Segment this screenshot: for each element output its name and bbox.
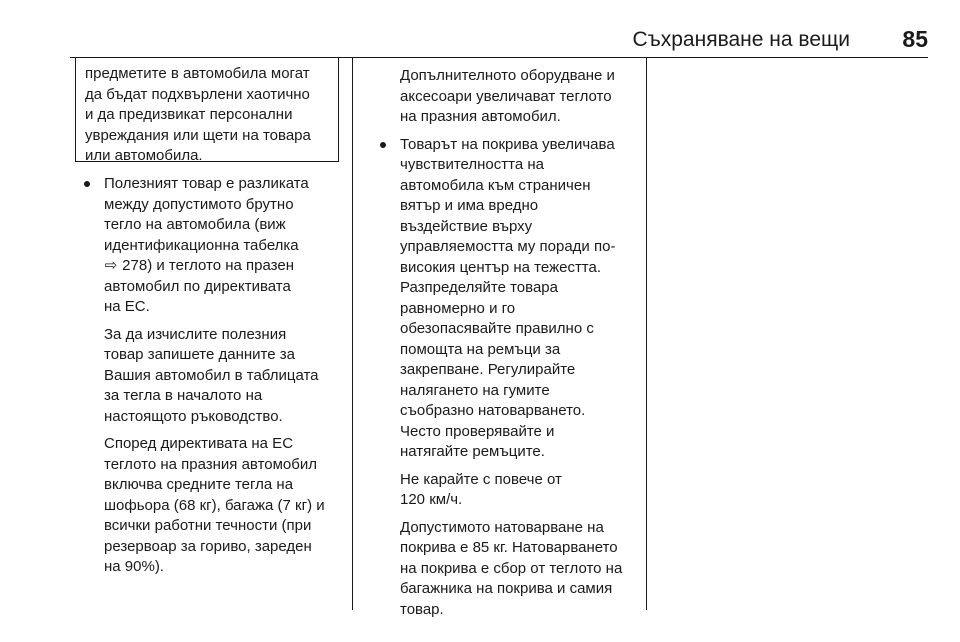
warning-line: или автомобила. <box>85 147 203 164</box>
text-line: тегло на автомобила (виж <box>104 216 286 233</box>
text-line: управляемостта му поради по- <box>400 238 616 255</box>
text-line: на ЕС. <box>104 298 150 315</box>
warning-line: предметите в автомобила могат <box>85 65 310 82</box>
text-line: настоящото ръководство. <box>104 407 283 425</box>
text-line: обезопасявайте правилно с <box>400 320 594 337</box>
page-number: 85 <box>902 26 928 52</box>
text-column-left <box>80 174 345 578</box>
text-line: налягането на гумите <box>400 381 550 399</box>
text-line <box>104 256 345 277</box>
text-line: резервоар за гориво, зареден <box>104 537 312 555</box>
text-line: Допустимото натоварване на <box>400 518 604 536</box>
paragraph-directive <box>80 434 345 578</box>
text-line: товар запишете данните за <box>104 346 295 363</box>
text-line: теглото на празния автомобил <box>104 455 317 473</box>
page-header-title: Съхраняване на вещи <box>632 28 850 51</box>
bullet-payload <box>80 174 345 318</box>
column-divider-right <box>646 58 647 610</box>
text-line: високия център на тежестта. <box>400 258 602 276</box>
warning-box <box>75 58 339 162</box>
text-line: чувствителността на <box>400 156 544 173</box>
paragraph-roof-limit <box>376 518 638 621</box>
text-line: вятър и има вредно <box>400 197 539 214</box>
text-line: помощта на ремъци за <box>400 340 561 358</box>
text-line: Често проверявайте и <box>400 422 555 440</box>
text-line: багажника на покрива и самия <box>400 580 613 597</box>
bullet-roof-load <box>376 135 638 463</box>
bullet-dot-icon <box>84 181 90 187</box>
paragraph-calc <box>80 325 345 428</box>
text-line: на покрива е сбор от теглото на <box>400 559 623 577</box>
text-line: натягайте ремъците. <box>400 443 545 460</box>
text-line: Разпределяйте товара <box>400 279 558 296</box>
text-line: автомобил по директивата <box>104 277 291 295</box>
text-line: на 90%). <box>104 558 164 575</box>
warning-line: увреждания или щети на товара <box>85 126 311 144</box>
text-line: на празния автомобил. <box>400 108 561 125</box>
text-line: товар. <box>400 600 444 618</box>
text-line: За да изчислите полезния <box>104 325 287 343</box>
paragraph-accessories <box>376 66 638 128</box>
text-line: закрепване. Регулирайте <box>400 361 576 378</box>
text-line: Не карайте с повече от <box>400 470 562 488</box>
text-line: Товарът на покрива увеличава <box>400 135 615 153</box>
text-column-middle <box>376 66 638 620</box>
text-line: шофьора (68 кг), багажа (7 кг) и <box>104 496 325 514</box>
text-line: между допустимото брутно <box>104 195 294 213</box>
text-line: Допълнителното оборудване и <box>400 67 615 84</box>
text-line: Според директивата на ЕС <box>104 435 294 452</box>
text-line: въздействие върху <box>400 217 533 235</box>
text-line: равномерно и го <box>400 299 516 317</box>
warning-line: да бъдат подхвърлени хаотично <box>85 85 310 103</box>
column-divider-left <box>352 58 353 610</box>
text-line: за тегла в началото на <box>104 387 263 404</box>
warning-line: и да предизвикат персонални <box>85 106 293 123</box>
text-line: автомобила към страничен <box>400 176 591 194</box>
text-line: аксесоари увеличават теглото <box>400 87 612 105</box>
text-line: съобразно натоварването. <box>400 402 586 419</box>
page-reference-text: 278) и теглото на празен <box>118 257 295 274</box>
reference-arrow-icon[interactable]: ⇨ <box>104 257 118 274</box>
text-line: идентификационна табелка <box>104 236 299 254</box>
text-line: 120 км/ч. <box>400 491 463 508</box>
paragraph-speed <box>376 470 638 511</box>
text-line: покрива е 85 кг. Натоварването <box>400 539 618 556</box>
text-line: Полезният товар е разликата <box>104 175 309 192</box>
bullet-dot-icon <box>380 142 386 148</box>
text-line: включва средните тегла на <box>104 476 294 493</box>
text-line: Вашия автомобил в таблицата <box>104 366 319 384</box>
text-line: всички работни течности (при <box>104 517 312 534</box>
